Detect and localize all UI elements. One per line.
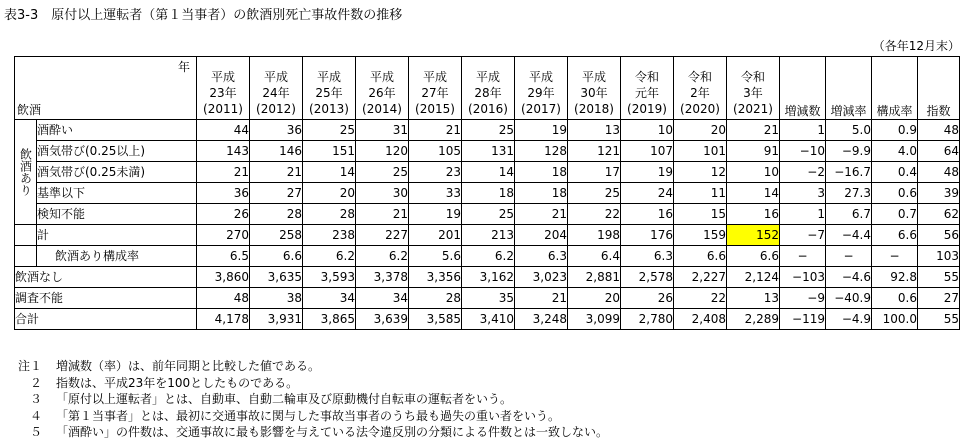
stat-cell: −16.7 — [826, 162, 872, 183]
note-number: ３ — [29, 392, 42, 406]
value-cell: 23 — [409, 162, 462, 183]
year-header-line: 27年 — [421, 86, 449, 100]
value-cell: 238 — [303, 225, 356, 246]
row-label: 調査不能 — [15, 288, 197, 309]
value-cell: 2,408 — [674, 309, 727, 330]
value-cell: 15 — [674, 204, 727, 225]
value-cell: 34 — [356, 288, 409, 309]
value-cell: 227 — [356, 225, 409, 246]
value-cell: 21 — [515, 288, 568, 309]
value-cell: 14 — [462, 162, 515, 183]
stat-cell: 1 — [780, 204, 826, 225]
value-cell: 17 — [568, 162, 621, 183]
value-cell: 3,931 — [250, 309, 303, 330]
value-cell: 44 — [197, 120, 250, 141]
table-title: 表3-3 原付以上運転者（第１当事者）の飲酒別死亡事故件数の推移 — [4, 8, 403, 23]
value-cell: 3,585 — [409, 309, 462, 330]
value-cell: 21 — [356, 204, 409, 225]
value-cell: 36 — [250, 120, 303, 141]
year-header-line: (2016) — [468, 102, 508, 116]
year-header-line: 令和 — [740, 70, 765, 84]
year-header-line: (2012) — [256, 102, 296, 116]
value-cell: 18 — [515, 162, 568, 183]
value-cell: 2,124 — [727, 267, 780, 288]
year-header-line: 元年 — [634, 86, 659, 100]
year-header-line: 28年 — [474, 86, 502, 100]
note-line — [4, 408, 608, 425]
value-cell: 13 — [727, 288, 780, 309]
stat-cell: 3 — [780, 183, 826, 204]
value-cell: 21 — [515, 204, 568, 225]
value-cell: 6.4 — [568, 246, 621, 267]
value-cell: 38 — [250, 288, 303, 309]
value-cell: 143 — [197, 141, 250, 162]
year-header-cell — [250, 57, 303, 120]
year-header-line: 平成 — [316, 70, 341, 84]
value-cell: 270 — [197, 225, 250, 246]
year-axis-label: 年 — [177, 60, 190, 74]
highlighted-value-cell: 152 — [727, 225, 780, 246]
stat-cell: −40.9 — [826, 288, 872, 309]
value-cell: 2,227 — [674, 267, 727, 288]
note-text: 増減数（率）は、前年同期と比較した値である。 — [56, 359, 321, 373]
value-cell: 151 — [303, 141, 356, 162]
value-cell: 2,780 — [621, 309, 674, 330]
value-cell: 3,860 — [197, 267, 250, 288]
note-text: 指数は、平成23年を100としたものである。 — [56, 375, 299, 390]
year-header-line: 平成 — [422, 70, 447, 84]
value-cell: 12 — [674, 162, 727, 183]
value-cell: 33 — [409, 183, 462, 204]
year-header-line: 平成 — [475, 70, 500, 84]
stat-cell: 56 — [918, 225, 960, 246]
stat-header-cell: 指数 — [918, 57, 960, 120]
stat-cell: 103 — [918, 246, 960, 267]
note-line — [4, 424, 608, 441]
value-cell: 6.6 — [250, 246, 303, 267]
value-cell: 22 — [568, 204, 621, 225]
year-header-line: 令和 — [687, 70, 712, 84]
value-cell: 2,289 — [727, 309, 780, 330]
value-cell: 28 — [250, 204, 303, 225]
value-cell: 131 — [462, 141, 515, 162]
year-header-line: 平成 — [263, 70, 288, 84]
year-header-line: 令和 — [634, 70, 659, 84]
table-row — [15, 267, 960, 288]
stat-header-cell: 構成率 — [872, 57, 918, 120]
stat-cell: 100.0 — [872, 309, 918, 330]
stat-cell: 55 — [918, 309, 960, 330]
value-cell: 30 — [356, 183, 409, 204]
value-cell: 14 — [727, 183, 780, 204]
value-cell: 21 — [727, 120, 780, 141]
value-cell: 146 — [250, 141, 303, 162]
year-header-cell — [409, 57, 462, 120]
value-cell: 128 — [515, 141, 568, 162]
value-cell: 26 — [621, 288, 674, 309]
table-row — [15, 141, 960, 162]
year-header-line: 30年 — [580, 86, 608, 100]
value-cell: 120 — [356, 141, 409, 162]
value-cell: 31 — [356, 120, 409, 141]
group-label-drinking — [15, 120, 37, 225]
value-cell: 27 — [250, 183, 303, 204]
year-header-line: 平成 — [369, 70, 394, 84]
value-cell: 3,639 — [356, 309, 409, 330]
value-cell: 3,356 — [409, 267, 462, 288]
note-text: 「第１当事者」とは、最初に交通事故に関与した事故当事者のうち最も過失の重い者をいう。 — [56, 408, 561, 423]
value-cell: 36 — [197, 183, 250, 204]
value-cell: 204 — [515, 225, 568, 246]
stat-cell: −2 — [780, 162, 826, 183]
value-cell: 20 — [674, 120, 727, 141]
value-cell: 34 — [303, 288, 356, 309]
year-header-line: (2018) — [574, 102, 614, 116]
year-header-cell — [303, 57, 356, 120]
year-header-cell — [197, 57, 250, 120]
year-header-cell — [674, 57, 727, 120]
stat-cell: −103 — [780, 267, 826, 288]
stat-cell: 0.6 — [872, 183, 918, 204]
value-cell: 25 — [356, 162, 409, 183]
value-cell: 35 — [462, 288, 515, 309]
unit-note: （各年12月末） — [872, 39, 960, 53]
stat-cell: −7 — [780, 225, 826, 246]
year-header-line: (2017) — [521, 102, 561, 116]
year-header-line: 29年 — [527, 86, 555, 100]
stat-cell: 4.0 — [872, 141, 918, 162]
drinking-fatal-accidents-table — [14, 56, 960, 330]
stat-cell: 64 — [918, 141, 960, 162]
stat-cell: −9.9 — [826, 141, 872, 162]
value-cell: 5.6 — [409, 246, 462, 267]
row-label: 基準以下 — [37, 183, 197, 204]
note-line — [4, 358, 608, 375]
year-header-cell — [356, 57, 409, 120]
row-label: 計 — [37, 225, 197, 246]
value-cell: 21 — [409, 120, 462, 141]
value-cell: 6.6 — [674, 246, 727, 267]
note-line — [4, 391, 608, 408]
year-header-cell — [727, 57, 780, 120]
year-header-cell — [568, 57, 621, 120]
value-cell: 6.3 — [515, 246, 568, 267]
year-header-cell — [462, 57, 515, 120]
value-cell: 3,593 — [303, 267, 356, 288]
value-cell: 6.2 — [462, 246, 515, 267]
row-label: 飲酒なし — [15, 267, 197, 288]
year-header-line: 平成 — [581, 70, 606, 84]
blank-cell — [15, 246, 37, 267]
value-cell: 25 — [303, 120, 356, 141]
value-cell: 48 — [197, 288, 250, 309]
value-cell: 3,162 — [462, 267, 515, 288]
table-row — [15, 309, 960, 330]
year-header-line: 24年 — [262, 86, 290, 100]
value-cell: 3,248 — [515, 309, 568, 330]
stat-cell: −4.4 — [826, 225, 872, 246]
value-cell: 13 — [568, 120, 621, 141]
note-number: ４ — [29, 408, 42, 423]
value-cell: 107 — [621, 141, 674, 162]
row-label: 酒気帯び(0.25以上) — [37, 141, 197, 162]
year-header-line: 26年 — [368, 86, 396, 100]
stat-cell: −9 — [780, 288, 826, 309]
value-cell: 24 — [621, 183, 674, 204]
year-header-line: 平成 — [528, 70, 553, 84]
stat-cell: −4.9 — [826, 309, 872, 330]
value-cell: 25 — [462, 120, 515, 141]
row-label: 合計 — [15, 309, 197, 330]
value-cell: 10 — [727, 162, 780, 183]
value-cell: 105 — [409, 141, 462, 162]
stat-cell: 0.7 — [872, 204, 918, 225]
value-cell: 18 — [462, 183, 515, 204]
value-cell: 28 — [409, 288, 462, 309]
value-cell: 201 — [409, 225, 462, 246]
table-row — [15, 246, 960, 267]
value-cell: 21 — [250, 162, 303, 183]
year-header-line: (2020) — [680, 102, 720, 116]
value-cell: 258 — [250, 225, 303, 246]
value-cell: 6.2 — [303, 246, 356, 267]
value-cell: 14 — [303, 162, 356, 183]
year-header-line: (2021) — [733, 102, 773, 116]
value-cell: 20 — [303, 183, 356, 204]
value-cell: 18 — [515, 183, 568, 204]
value-cell: 22 — [674, 288, 727, 309]
value-cell: 176 — [621, 225, 674, 246]
value-cell: 3,099 — [568, 309, 621, 330]
stat-cell: 0.6 — [872, 288, 918, 309]
year-header-line: 2年 — [690, 86, 710, 100]
table-row — [15, 183, 960, 204]
year-header-line: 平成 — [210, 70, 235, 84]
table-row — [15, 120, 960, 141]
stat-cell: − — [872, 246, 918, 267]
stat-cell: 5.0 — [826, 120, 872, 141]
value-cell: 19 — [621, 162, 674, 183]
row-label: 飲酒あり構成率 — [37, 246, 197, 267]
group-label-text: 飲酒あり — [18, 148, 33, 196]
stat-cell: 55 — [918, 267, 960, 288]
value-cell: 3,635 — [250, 267, 303, 288]
value-cell: 20 — [568, 288, 621, 309]
year-header-line: 25年 — [315, 86, 343, 100]
note-number: 注１ — [17, 359, 42, 373]
stat-cell: 48 — [918, 162, 960, 183]
row-label: 検知不能 — [37, 204, 197, 225]
value-cell: 6.6 — [727, 246, 780, 267]
year-header-line: (2013) — [309, 102, 349, 116]
value-cell: 91 — [727, 141, 780, 162]
note-number: ２ — [29, 375, 42, 390]
year-header-line: (2019) — [627, 102, 667, 116]
value-cell: 11 — [674, 183, 727, 204]
year-header-line: (2015) — [415, 102, 455, 116]
table-row — [15, 204, 960, 225]
stat-cell: 92.8 — [872, 267, 918, 288]
value-cell: 2,881 — [568, 267, 621, 288]
table-row — [15, 225, 960, 246]
table-row — [15, 162, 960, 183]
value-cell: 25 — [462, 204, 515, 225]
year-header-line: 3年 — [743, 86, 763, 100]
value-cell: 4,178 — [197, 309, 250, 330]
value-cell: 6.3 — [621, 246, 674, 267]
stat-cell: 27.3 — [826, 183, 872, 204]
header-row — [15, 57, 960, 120]
stat-header-cell: 増減数 — [780, 57, 826, 120]
value-cell: 121 — [568, 141, 621, 162]
value-cell: 3,023 — [515, 267, 568, 288]
value-cell: 101 — [674, 141, 727, 162]
notes — [4, 358, 608, 441]
stat-cell: 1 — [780, 120, 826, 141]
row-label: 酒酔い — [37, 120, 197, 141]
stat-cell: − — [826, 246, 872, 267]
value-cell: 10 — [621, 120, 674, 141]
blank-cell — [15, 225, 37, 246]
stat-cell: 6.7 — [826, 204, 872, 225]
year-header-line: (2011) — [203, 102, 243, 116]
drink-axis-label: 飲酒 — [17, 103, 42, 117]
stat-cell: 0.9 — [872, 120, 918, 141]
year-header-cell — [515, 57, 568, 120]
value-cell: 19 — [409, 204, 462, 225]
note-text: 「原付以上運転者」とは、自動車、自動二輪車及び原動機付自転車の運転者をいう。 — [56, 392, 513, 406]
year-header-line: 23年 — [209, 86, 237, 100]
value-cell: 16 — [621, 204, 674, 225]
value-cell: 6.2 — [356, 246, 409, 267]
year-header-line: (2014) — [362, 102, 402, 116]
value-cell: 6.5 — [197, 246, 250, 267]
value-cell: 198 — [568, 225, 621, 246]
value-cell: 159 — [674, 225, 727, 246]
header-corner — [15, 57, 197, 120]
value-cell: 28 — [303, 204, 356, 225]
stat-cell: 0.4 — [872, 162, 918, 183]
row-label: 酒気帯び(0.25未満) — [37, 162, 197, 183]
note-line — [4, 375, 608, 392]
stat-cell: 39 — [918, 183, 960, 204]
stat-cell: −4.6 — [826, 267, 872, 288]
stat-cell: −119 — [780, 309, 826, 330]
value-cell: 25 — [568, 183, 621, 204]
note-number: ５ — [29, 425, 42, 439]
stat-cell: 27 — [918, 288, 960, 309]
stat-cell: 62 — [918, 204, 960, 225]
stat-header-cell: 増減率 — [826, 57, 872, 120]
value-cell: 19 — [515, 120, 568, 141]
value-cell: 3,865 — [303, 309, 356, 330]
year-header-cell — [621, 57, 674, 120]
stat-cell: −10 — [780, 141, 826, 162]
stat-cell: 6.6 — [872, 225, 918, 246]
stat-cell: − — [780, 246, 826, 267]
table-row — [15, 288, 960, 309]
value-cell: 26 — [197, 204, 250, 225]
note-text: 「酒酔い」の件数は、交通事故に最も影響を与えている法令違反別の分類による件数とは一致しない。 — [56, 425, 609, 439]
value-cell: 2,578 — [621, 267, 674, 288]
value-cell: 213 — [462, 225, 515, 246]
value-cell: 3,410 — [462, 309, 515, 330]
value-cell: 3,378 — [356, 267, 409, 288]
value-cell: 16 — [727, 204, 780, 225]
stat-cell: 48 — [918, 120, 960, 141]
value-cell: 21 — [197, 162, 250, 183]
